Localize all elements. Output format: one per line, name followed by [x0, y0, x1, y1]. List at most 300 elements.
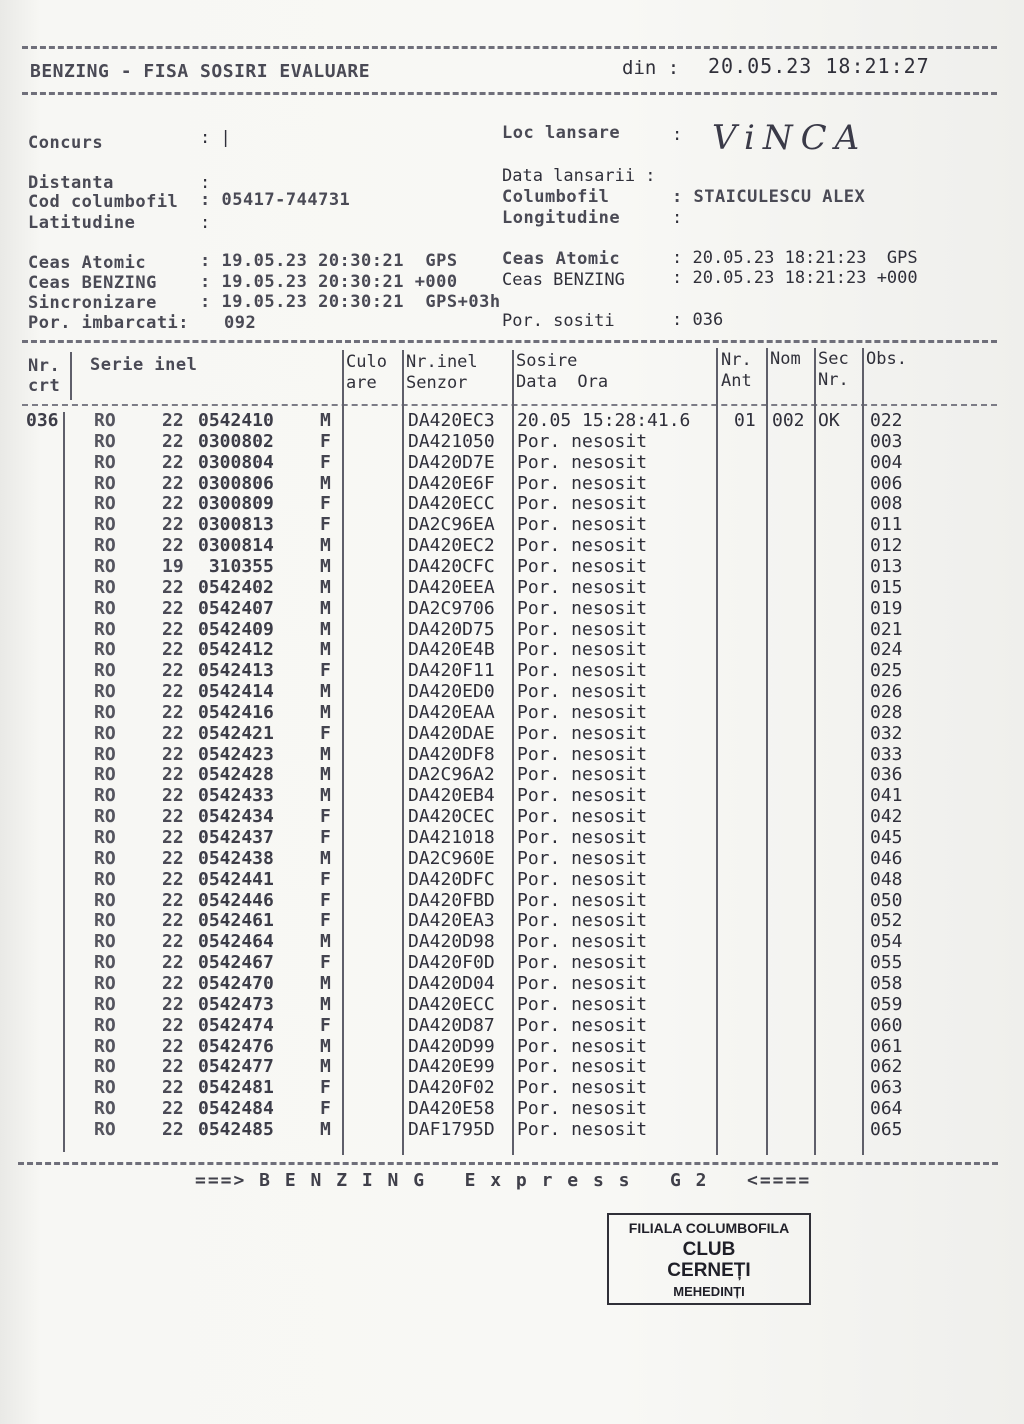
cell-obs: 060 — [870, 1014, 903, 1036]
cell-arrival: Por. nesosit — [517, 639, 648, 661]
cell-ring-year: 22 — [162, 660, 184, 682]
cell-sex: M — [320, 597, 331, 619]
cell-arrival: Por. nesosit — [517, 1035, 648, 1057]
stamp-line-1: FILIALA COLUMBOFILA — [628, 1220, 790, 1236]
cell-sensor-id: DA420EC3 — [408, 410, 495, 431]
cell-country-code: RO — [94, 764, 116, 786]
cell-ring-number: 0542421 — [198, 722, 274, 744]
col-header-nr-1: Nr. — [28, 356, 61, 376]
table-row — [0, 410, 1024, 431]
cell-nom: 002 — [772, 410, 805, 431]
cell-sex: M — [320, 847, 331, 869]
cell-ring-year: 22 — [162, 681, 184, 703]
cell-arrival: Por. nesosit — [517, 493, 648, 515]
cell-sensor-id: DA420D7E — [408, 451, 495, 473]
cell-arrival: Por. nesosit — [517, 535, 648, 557]
cell-obs: 054 — [870, 931, 903, 953]
cell-obs: 026 — [870, 681, 903, 703]
table-row — [0, 952, 1024, 973]
cell-ring-year: 22 — [162, 1035, 184, 1057]
col-header-obs: Obs. — [866, 349, 907, 369]
cell-sensor-id: DA2C96EA — [408, 514, 495, 536]
cell-ring-number: 0542402 — [198, 576, 274, 598]
cell-obs: 019 — [870, 597, 903, 619]
cell-sex: F — [320, 827, 331, 848]
cell-ring-number: 0542484 — [198, 1098, 274, 1120]
cell-obs: 055 — [870, 952, 903, 974]
sincronizare-value: : 19.05.23 20:30:21 GPS+03h — [200, 292, 501, 312]
cell-ring-number: 0542473 — [198, 993, 274, 1015]
cell-ring-year: 22 — [162, 972, 184, 994]
cell-country-code: RO — [94, 410, 116, 431]
cell-ring-number: 0542414 — [198, 681, 274, 703]
table-header-divider — [22, 404, 997, 406]
cell-ring-year: 22 — [162, 514, 184, 536]
cell-sensor-id: DA421050 — [408, 430, 495, 452]
cell-sensor-id: DA420DF8 — [408, 743, 495, 765]
cell-arrival: Por. nesosit — [517, 764, 648, 786]
col-header-sec-1: Sec — [818, 349, 849, 369]
cell-ring-number: 0542412 — [198, 639, 274, 661]
table-row — [0, 1056, 1024, 1077]
cell-obs: 003 — [870, 430, 903, 452]
cell-sex: M — [320, 639, 331, 661]
cell-ring-number: 0542423 — [198, 743, 274, 765]
cell-ring-year: 22 — [162, 827, 184, 848]
cell-arrival: Por. nesosit — [517, 722, 648, 744]
cell-ring-number: 0542464 — [198, 931, 274, 953]
cell-ring-year: 22 — [162, 597, 184, 619]
col-header-nrinel-1: Nr.inel — [406, 352, 478, 372]
cell-country-code: RO — [94, 993, 116, 1015]
col-header-sec-2: Nr. — [818, 370, 849, 390]
table-row — [0, 535, 1024, 556]
distanta-value: : — [200, 173, 211, 193]
cod-columbofil-value: : 05417-744731 — [200, 190, 351, 210]
table-row — [0, 785, 1024, 806]
data-lansarii-label: Data lansarii : — [502, 166, 656, 186]
cell-sex: F — [320, 660, 331, 682]
columbofil-label: Columbofil — [502, 187, 610, 207]
table-row — [0, 1119, 1024, 1140]
cell-sex: F — [320, 451, 331, 473]
cell-country-code: RO — [94, 1098, 116, 1120]
cell-ring-number: 0300806 — [198, 472, 274, 494]
cell-ring-year: 22 — [162, 993, 184, 1015]
cell-ring-year: 22 — [162, 743, 184, 765]
cell-arrival: Por. nesosit — [517, 1098, 648, 1120]
cell-obs: 062 — [870, 1056, 903, 1078]
ceas-atomic-2-value: : 20.05.23 18:21:23 GPS — [672, 248, 918, 268]
table-row — [0, 619, 1024, 640]
cell-sex: M — [320, 972, 331, 994]
cell-arrival: Por. nesosit — [517, 806, 648, 828]
cell-arrival: Por. nesosit — [517, 701, 648, 723]
cell-country-code: RO — [94, 1056, 116, 1078]
col-header-nom: Nom — [770, 349, 801, 369]
stamp-line-3: CERNEȚI — [667, 1260, 751, 1281]
cell-ring-number: 0542485 — [198, 1118, 274, 1140]
sincronizare-label: Sincronizare — [28, 293, 157, 313]
cell-sex: M — [320, 681, 331, 703]
cell-country-code: RO — [94, 868, 116, 890]
cell-sex: M — [320, 410, 331, 431]
cell-obs: 065 — [870, 1118, 903, 1140]
table-row — [0, 556, 1024, 577]
cell-arrival: Por. nesosit — [517, 597, 648, 619]
cell-ring-year: 22 — [162, 1118, 184, 1140]
cell-arrival: Por. nesosit — [517, 555, 648, 577]
loc-lansare-sep: : — [672, 125, 683, 145]
table-row — [0, 431, 1024, 452]
cell-sensor-id: DA420D87 — [408, 1014, 495, 1036]
cell-obs: 063 — [870, 1077, 903, 1099]
cell-country-code: RO — [94, 847, 116, 869]
cell-ring-year: 22 — [162, 1077, 184, 1099]
cell-sec-nr: OK — [818, 410, 840, 431]
cell-arrival: Por. nesosit — [517, 1056, 648, 1078]
cell-ring-number: 0300809 — [198, 493, 274, 515]
cell-country-code: RO — [94, 555, 116, 577]
col-header-nrant-1: Nr. — [721, 350, 752, 370]
table-row — [0, 848, 1024, 869]
table-row — [0, 1098, 1024, 1119]
cell-arrival: Por. nesosit — [517, 785, 648, 807]
cell-country-code: RO — [94, 889, 116, 911]
ceas-atomic-2-label: Ceas Atomic — [502, 249, 621, 269]
cell-arrival: Por. nesosit — [517, 910, 648, 932]
table-row — [0, 514, 1024, 535]
cell-sex: F — [320, 1098, 331, 1120]
cell-sensor-id: DA2C9706 — [408, 597, 495, 619]
cell-obs: 022 — [870, 410, 903, 431]
cell-sex: M — [320, 993, 331, 1015]
cell-country-code: RO — [94, 827, 116, 848]
table-row — [0, 910, 1024, 931]
table-row — [0, 681, 1024, 702]
table-row — [0, 702, 1024, 723]
cell-sensor-id: DA420D99 — [408, 1035, 495, 1057]
cell-sex: M — [320, 618, 331, 640]
cell-ring-year: 22 — [162, 847, 184, 869]
table-row — [0, 806, 1024, 827]
cell-country-code: RO — [94, 535, 116, 557]
table-row — [0, 973, 1024, 994]
cell-sex: M — [320, 1056, 331, 1078]
cell-obs: 015 — [870, 576, 903, 598]
cell-obs: 008 — [870, 493, 903, 515]
stamp-line-4: MEHEDINȚI — [673, 1284, 745, 1299]
latitudine-value: : — [200, 213, 211, 233]
cell-ring-number: 0542409 — [198, 618, 274, 640]
cell-ring-year: 22 — [162, 535, 184, 557]
cell-obs: 045 — [870, 827, 903, 848]
table-top-divider — [22, 340, 997, 343]
cell-sex: F — [320, 910, 331, 932]
cell-arrival: Por. nesosit — [517, 514, 648, 536]
cell-sex: M — [320, 931, 331, 953]
cell-obs: 048 — [870, 868, 903, 890]
cell-arrival: Por. nesosit — [517, 1118, 648, 1140]
cell-obs: 064 — [870, 1098, 903, 1120]
cell-country-code: RO — [94, 660, 116, 682]
cell-ring-year: 22 — [162, 868, 184, 890]
cell-country-code: RO — [94, 618, 116, 640]
cell-arrival: Por. nesosit — [517, 1014, 648, 1036]
cell-obs: 050 — [870, 889, 903, 911]
col-header-sosire-1: Sosire — [516, 351, 578, 371]
header-bottom-divider — [22, 92, 997, 95]
cell-ring-number: 0300814 — [198, 535, 274, 557]
cell-sensor-id: DA420ED0 — [408, 681, 495, 703]
table-row — [0, 764, 1024, 785]
longitudine-label: Longitudine — [502, 208, 621, 228]
ceas-benzing-2-label: Ceas BENZING — [502, 270, 625, 290]
col-header-culo-2: are — [346, 373, 377, 393]
cell-sex: M — [320, 1035, 331, 1057]
cell-ring-year: 22 — [162, 1056, 184, 1078]
cell-sensor-id: DA420EA3 — [408, 910, 495, 932]
cell-ring-number: 0542428 — [198, 764, 274, 786]
cell-obs: 004 — [870, 451, 903, 473]
stamp-line-2: CLUB — [682, 1239, 736, 1260]
cell-obs: 042 — [870, 806, 903, 828]
cell-arrival: Por. nesosit — [517, 952, 648, 974]
cell-sex: M — [320, 1118, 331, 1140]
cell-sex: F — [320, 514, 331, 536]
cell-ring-year: 22 — [162, 785, 184, 807]
from-label: din : — [622, 57, 680, 79]
latitudine-label: Latitudine — [28, 213, 136, 233]
cell-ring-year: 22 — [162, 952, 184, 974]
cell-sensor-id: DA420ECC — [408, 993, 495, 1015]
cell-ring-year: 22 — [162, 722, 184, 744]
cell-ring-number: 0542410 — [198, 410, 274, 431]
cell-sensor-id: DA420E6F — [408, 472, 495, 494]
cell-sensor-id: DA420F02 — [408, 1077, 495, 1099]
cell-arrival: Por. nesosit — [517, 1077, 648, 1099]
col-header-nr-2: crt — [28, 376, 61, 396]
cell-ring-number: 0542433 — [198, 785, 274, 807]
cell-arrival: Por. nesosit — [517, 660, 648, 682]
por-sositi-value: : 036 — [672, 310, 724, 330]
cell-sex: M — [320, 743, 331, 765]
cell-sensor-id: DA420DFC — [408, 868, 495, 890]
col-header-culo-1: Culo — [346, 352, 387, 372]
cell-ring-number: 0542441 — [198, 868, 274, 890]
cell-ring-year: 22 — [162, 410, 184, 431]
cell-ring-year: 22 — [162, 472, 184, 494]
por-sositi-label: Por. sositi — [502, 311, 615, 331]
cod-columbofil-label: Cod columbofil — [28, 192, 179, 212]
cell-country-code: RO — [94, 785, 116, 807]
ceas-benzing-2-value: : 20.05.23 18:21:23 +000 — [672, 268, 918, 288]
cell-country-code: RO — [94, 493, 116, 515]
cell-ring-year: 22 — [162, 430, 184, 452]
cell-obs: 033 — [870, 743, 903, 765]
cell-ring-year: 22 — [162, 576, 184, 598]
table-row — [0, 452, 1024, 473]
loc-lansare-label: Loc lansare — [502, 123, 621, 143]
cell-country-code: RO — [94, 576, 116, 598]
cell-sensor-id: DA420E99 — [408, 1056, 495, 1078]
cell-sex: F — [320, 868, 331, 890]
cell-country-code: RO — [94, 743, 116, 765]
cell-ring-number: 0542437 — [198, 827, 274, 848]
cell-obs: 024 — [870, 639, 903, 661]
header-top-divider — [22, 46, 997, 49]
table-row — [0, 639, 1024, 660]
cell-sensor-id: DA420EC2 — [408, 535, 495, 557]
table-row — [0, 827, 1024, 848]
cell-country-code: RO — [94, 952, 116, 974]
loc-lansare-handwritten: ViNCA — [712, 118, 868, 158]
cell-ring-number: 0542481 — [198, 1077, 274, 1099]
from-date: 20.05.23 18:21:27 — [708, 54, 930, 78]
cell-arrival: Por. nesosit — [517, 451, 648, 473]
table-row — [0, 890, 1024, 911]
cell-obs: 011 — [870, 514, 903, 536]
cell-obs: 012 — [870, 535, 903, 557]
cell-country-code: RO — [94, 1035, 116, 1057]
table-row — [0, 994, 1024, 1015]
cell-country-code: RO — [94, 1014, 116, 1036]
cell-sex: F — [320, 1014, 331, 1036]
cell-ring-number: 0542438 — [198, 847, 274, 869]
cell-ring-number: 0542407 — [198, 597, 274, 619]
por-imbarcati-value: 092 — [224, 313, 257, 333]
cell-country-code: RO — [94, 910, 116, 932]
cell-obs: 052 — [870, 910, 903, 932]
cell-arrival: Por. nesosit — [517, 993, 648, 1015]
concurs-value: : | — [200, 128, 231, 148]
table-row — [0, 869, 1024, 890]
cell-arrival: Por. nesosit — [517, 576, 648, 598]
cell-obs: 041 — [870, 785, 903, 807]
cell-obs: 058 — [870, 972, 903, 994]
cell-sensor-id: DA420EAA — [408, 701, 495, 723]
cell-arrival: Por. nesosit — [517, 681, 648, 703]
cell-ring-year: 22 — [162, 639, 184, 661]
cell-ring-year: 22 — [162, 701, 184, 723]
table-row — [0, 577, 1024, 598]
cell-ring-year: 22 — [162, 806, 184, 828]
cell-country-code: RO — [94, 430, 116, 452]
table-row — [0, 723, 1024, 744]
document-title: BENZING - FISA SOSIRI EVALUARE — [30, 61, 371, 82]
cell-arrival: Por. nesosit — [517, 931, 648, 953]
cell-arrival: Por. nesosit — [517, 972, 648, 994]
cell-sensor-id: DA2C960E — [408, 847, 495, 869]
cell-sex: F — [320, 1077, 331, 1099]
cell-country-code: RO — [94, 1077, 116, 1099]
cell-sensor-id: DAF1795D — [408, 1118, 495, 1140]
cell-arrival: Por. nesosit — [517, 743, 648, 765]
cell-sex: F — [320, 722, 331, 744]
col-sep-1 — [70, 352, 72, 400]
cell-ring-number: 0542476 — [198, 1035, 274, 1057]
table-bottom-divider — [18, 1162, 998, 1165]
cell-sensor-id: DA420E58 — [408, 1098, 495, 1120]
cell-sensor-id: DA420DAE — [408, 722, 495, 744]
cell-sensor-id: DA420F0D — [408, 952, 495, 974]
cell-obs: 061 — [870, 1035, 903, 1057]
cell-ring-year: 22 — [162, 910, 184, 932]
cell-ring-number: 310355 — [198, 555, 274, 577]
col-header-sosire-2: Data Ora — [516, 372, 609, 392]
cell-sex: M — [320, 535, 331, 557]
cell-arrival: Por. nesosit — [517, 472, 648, 494]
cell-ring-year: 22 — [162, 451, 184, 473]
cell-ring-year: 22 — [162, 618, 184, 640]
table-row — [0, 473, 1024, 494]
table-row — [0, 931, 1024, 952]
table-row — [0, 493, 1024, 514]
cell-antenna-nr: 01 — [734, 410, 756, 431]
cell-obs: 025 — [870, 660, 903, 682]
cell-sensor-id: DA420CFC — [408, 555, 495, 577]
ceas-atomic-label: Ceas Atomic — [28, 253, 147, 273]
cell-ring-number: 0300804 — [198, 451, 274, 473]
cell-sex: M — [320, 701, 331, 723]
cell-ring-year: 22 — [162, 889, 184, 911]
cell-sex: M — [320, 576, 331, 598]
cell-country-code: RO — [94, 639, 116, 661]
cell-country-code: RO — [94, 806, 116, 828]
col-header-nrinel-2: Senzor — [406, 373, 468, 393]
cell-sensor-id: DA420CEC — [408, 806, 495, 828]
cell-arrival: Por. nesosit — [517, 827, 648, 848]
cell-ring-number: 0542467 — [198, 952, 274, 974]
longitudine-value: : — [672, 208, 683, 228]
cell-ring-number: 0542470 — [198, 972, 274, 994]
cell-country-code: RO — [94, 722, 116, 744]
cell-arrival: Por. nesosit — [517, 618, 648, 640]
cell-country-code: RO — [94, 1118, 116, 1140]
cell-sensor-id: DA420EB4 — [408, 785, 495, 807]
distanta-label: Distanta — [28, 173, 114, 193]
cell-obs: 059 — [870, 993, 903, 1015]
cell-arrival: Por. nesosit — [517, 430, 648, 452]
columbofil-value: : STAICULESCU ALEX — [672, 187, 866, 207]
cell-ring-number: 0542434 — [198, 806, 274, 828]
cell-country-code: RO — [94, 681, 116, 703]
cell-obs: 046 — [870, 847, 903, 869]
cell-row-number: 036 — [26, 410, 59, 431]
table-row — [0, 598, 1024, 619]
cell-arrival: Por. nesosit — [517, 847, 648, 869]
cell-sensor-id: DA2C96A2 — [408, 764, 495, 786]
cell-sensor-id: DA420D98 — [408, 931, 495, 953]
cell-arrival: Por. nesosit — [517, 889, 648, 911]
cell-country-code: RO — [94, 472, 116, 494]
cell-arrival: Por. nesosit — [517, 868, 648, 890]
cell-ring-number: 0542413 — [198, 660, 274, 682]
club-stamp — [607, 1213, 811, 1305]
cell-ring-year: 19 — [162, 555, 184, 577]
cell-obs: 028 — [870, 701, 903, 723]
cell-ring-number: 0542474 — [198, 1014, 274, 1036]
cell-obs: 013 — [870, 555, 903, 577]
cell-country-code: RO — [94, 451, 116, 473]
cell-sex: F — [320, 493, 331, 515]
cell-ring-number: 0542416 — [198, 701, 274, 723]
cell-country-code: RO — [94, 597, 116, 619]
ceas-atomic-value: : 19.05.23 20:30:21 GPS — [200, 251, 458, 271]
cell-obs: 021 — [870, 618, 903, 640]
cell-ring-number: 0542461 — [198, 910, 274, 932]
cell-sex: F — [320, 806, 331, 828]
